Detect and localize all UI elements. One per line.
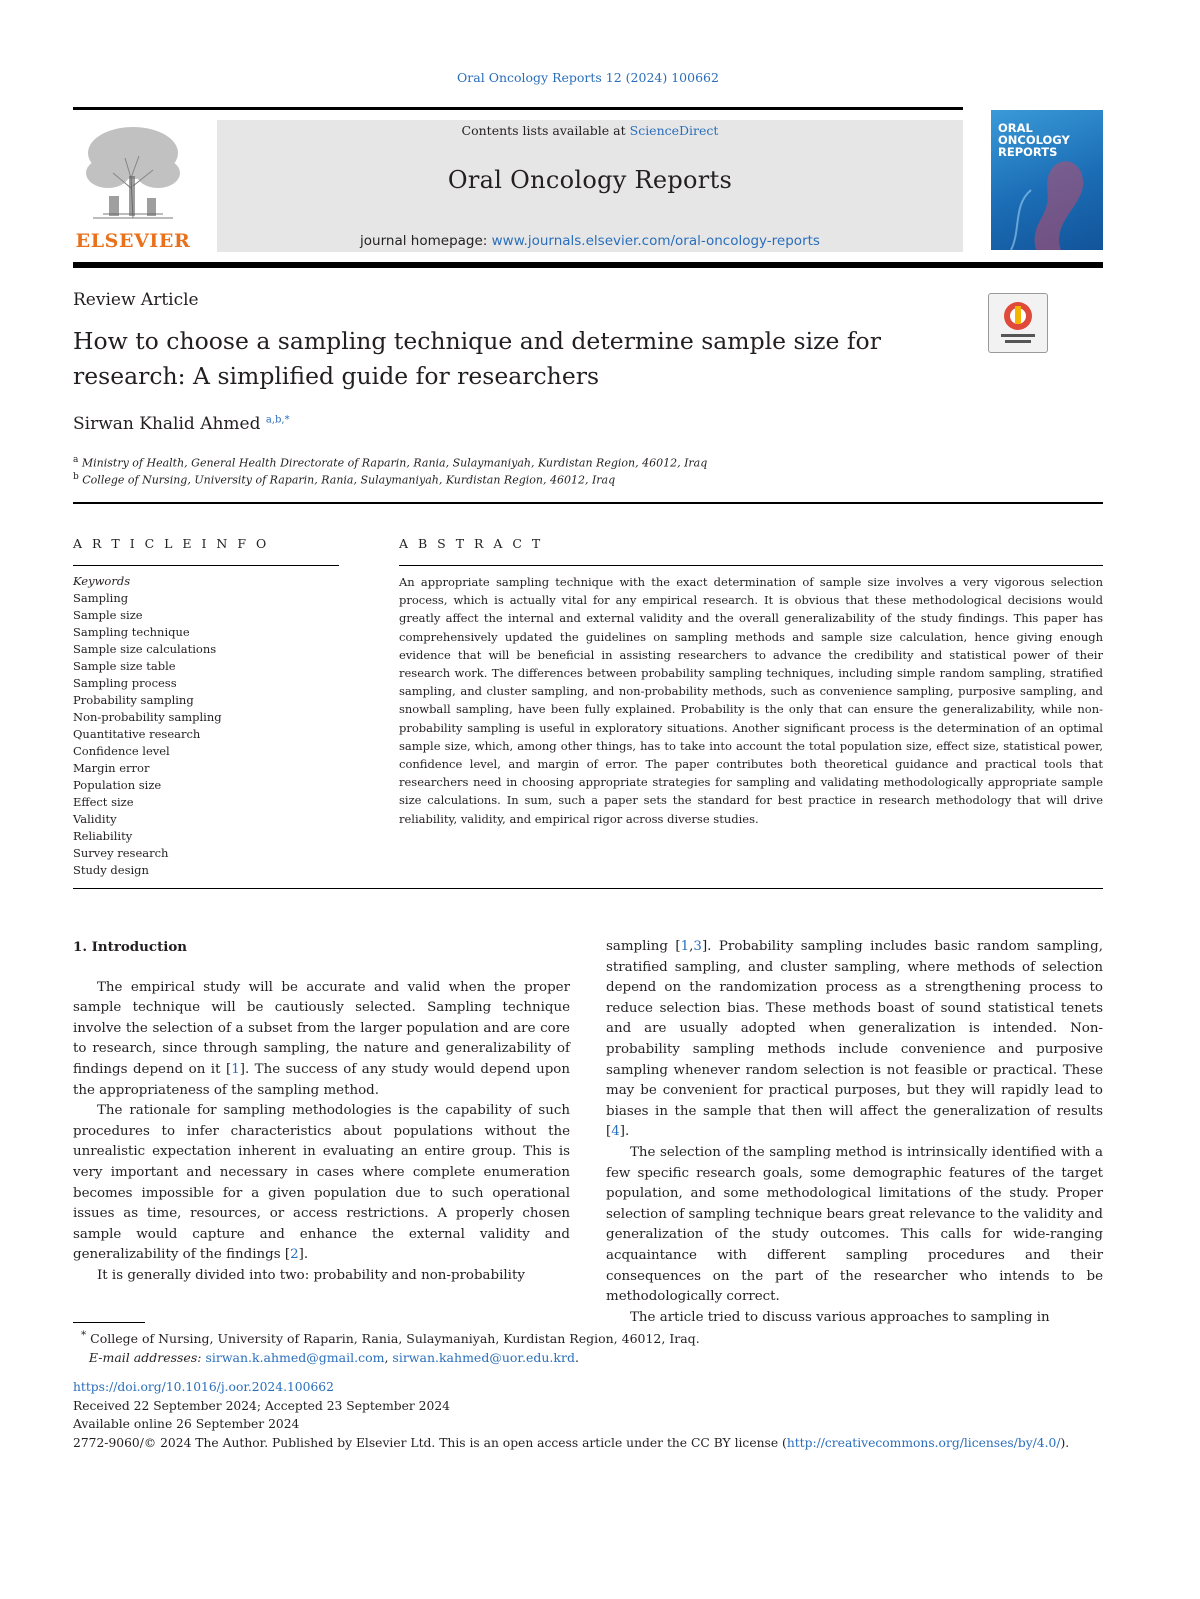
reference-link[interactable]: 4 — [611, 1124, 620, 1140]
license-suffix: ). — [1060, 1435, 1070, 1450]
keywords-list — [73, 573, 222, 879]
author-affiliation-marks[interactable]: a,b,* — [265, 414, 290, 426]
elsevier-tree-icon — [73, 118, 193, 228]
paragraph — [73, 1101, 570, 1266]
keyword-item: Sampling technique — [73, 625, 190, 639]
keyword-item: Non-probability sampling — [73, 710, 222, 724]
keyword-item: Validity — [73, 812, 117, 826]
available-online: Available online 26 September 2024 — [73, 1417, 300, 1431]
keyword-item: Quantitative research — [73, 727, 201, 741]
sciencedirect-link[interactable]: ScienceDirect — [629, 123, 719, 138]
header-thick-rule — [73, 262, 1103, 268]
homepage-prefix: journal homepage: — [360, 233, 492, 249]
paragraph — [606, 937, 1103, 1143]
cover-title — [998, 122, 1098, 158]
reference-link[interactable]: 1 — [231, 1061, 240, 1077]
paragraph-text: ]. Probability sampling includes basic random sampling, stratified sampling, and cluster sampling, where methods of selection depend on the randomization process as a strengthening process to reduce selection bias. These methods boast of sound statistical tenets and are usually adopted when generalization is intended. Non-probability sampling methods include convenience and purposive sampling whenever random selection is not feasible or practical. These may be convenient for practical purposes, but they will rapidly lead to biases in the sample that then will affect the generalization of results [ — [606, 939, 1103, 1140]
keyword-item: Sample size calculations — [73, 642, 217, 656]
keyword-item: Probability sampling — [73, 693, 194, 707]
contents-prefix: Contents lists available at — [461, 123, 630, 138]
reference-link[interactable]: 2 — [290, 1247, 299, 1263]
license-link[interactable]: http://creativecommons.org/licenses/by/4.0/ — [786, 1435, 1061, 1450]
affiliation-a — [73, 455, 707, 470]
received-dates: Received 22 September 2024; Accepted 23 September 2024 — [73, 1398, 450, 1413]
email-link-2[interactable]: sirwan.kahmed@uor.edu.krd — [392, 1350, 575, 1366]
paragraph: The selection of the sampling method is intrinsically identified with a few specific research goals, some demographic features of the target population, and some methodological limitations of the study. Proper selection of sampling technique bears great relevance to the validity and generalization of the study outcomes. This calls for wide-ranging acquaintance with different sampling procedures and their consequences on the part of the researcher who intends to be methodologically correct. — [606, 1144, 1103, 1305]
reference-separator: , — [689, 939, 694, 954]
license-prefix: 2772-9060/© 2024 The Author. Published by Elsevier Ltd. This is an open access article under the CC BY license ( — [73, 1435, 787, 1450]
keywords-label: Keywords — [73, 574, 131, 588]
paragraph: The article tried to discuss various approaches to sampling in — [630, 1309, 1050, 1325]
contents-line — [217, 123, 963, 138]
footnote-address-text: College of Nursing, University of Raparin, Rania, Sulaymaniyah, Kurdistan Region, 46012, Iraq. — [90, 1331, 700, 1347]
keyword-item: Sample size — [73, 608, 143, 622]
cover-title-line-3: REPORTS — [998, 145, 1058, 159]
email-link-1[interactable]: sirwan.k.ahmed@gmail.com — [205, 1350, 385, 1366]
journal-homepage-link[interactable]: www.journals.elsevier.com/oral-oncology-reports — [491, 233, 820, 249]
body-column-right — [606, 937, 1103, 1328]
keyword-item: Sampling process — [73, 676, 177, 690]
abstract-rule — [399, 565, 1103, 566]
journal-homepage-line — [217, 233, 963, 249]
affiliation-b-mark: b — [73, 472, 79, 482]
keyword-item: Survey research — [73, 846, 169, 860]
journal-title: Oral Oncology Reports — [447, 166, 733, 194]
email-separator: , — [384, 1350, 393, 1366]
keyword-item: Reliability — [73, 829, 133, 843]
footnote-mark: * — [80, 1329, 87, 1341]
paragraph-text: sampling [ — [606, 939, 681, 954]
paragraph: It is generally divided into two: probability and non-probability — [97, 1267, 525, 1283]
check-for-updates-badge[interactable] — [988, 293, 1048, 353]
keyword-item: Sample size table — [73, 659, 176, 673]
paragraph-text: ]. The success of any study would depend upon the appropriateness of the sampling method. — [73, 1061, 570, 1098]
publication-info — [73, 1378, 1133, 1452]
reference-link[interactable]: 1 — [680, 939, 690, 954]
elsevier-wordmark: ELSEVIER — [75, 230, 191, 252]
article-title: How to choose a sampling technique and determine sample size for research: A simplified guide for researchers — [73, 327, 881, 390]
article-info-rule — [73, 565, 339, 566]
abstract-bottom-rule — [73, 888, 1103, 889]
license-line — [73, 1434, 1133, 1453]
author-line — [73, 414, 290, 434]
corresponding-author-footnote — [73, 1326, 1103, 1367]
author-name: Sirwan Khalid Ahmed — [73, 414, 261, 434]
header-top-rule — [73, 107, 963, 110]
email-label: E-mail addresses: — [88, 1350, 202, 1366]
affiliation-b-text: College of Nursing, University of Raparin, Rania, Sulaymaniyah, Kurdistan Region, 46012, Iraq — [82, 473, 616, 487]
keyword-item: Sampling — [73, 591, 129, 605]
affiliation-a-text: Ministry of Health, General Health Directorate of Raparin, Rania, Sulaymaniyah, Kurdistan Region, 46012, Iraq — [81, 456, 708, 470]
affiliation-b — [73, 472, 615, 487]
body-column-left — [73, 937, 570, 1287]
article-type: Review Article — [73, 290, 199, 310]
email-end: . — [574, 1350, 579, 1366]
affiliation-a-mark: a — [73, 455, 79, 465]
keyword-item: Margin error — [73, 761, 150, 775]
crossmark-icon — [989, 294, 1047, 352]
paragraph-text: ]. — [619, 1124, 630, 1140]
keyword-item: Study design — [73, 863, 149, 877]
section-title-introduction: 1. Introduction — [73, 939, 188, 955]
journal-citation[interactable]: Oral Oncology Reports 12 (2024) 100662 — [457, 70, 719, 85]
cover-title-line-2: ONCOLOGY — [998, 133, 1070, 147]
abstract-text: An appropriate sampling technique with the exact determination of sample size involves a very vigorous selection process, which is actually vital for any empirical research. It is obvious that these methodological decisions would greatly affect the internal and external validity and the overall generalizability of the study findings. This paper has comprehensively updated the guidelines on sampling methods and sample size calculation, hence giving enough evidence that will be beneficial in assisting researchers to advance the credibility and statistical power of their research work. The differences between probability sampling techniques, including simple random sampling, stratified sampling, and cluster sampling, and non-probability methods, such as convenience sampling, purposive sampling, and snowball sampling, have been fully explained. Probability is the only that can ensure the generalizability, while non-probability sampling is useful in exploratory situations. Another significant process is the determination of an optimal sample size, which, among other things, has to take into account the total population size, effect size, statistical power, confidence level, and margin of error. The paper contributes both theoretical guidance and practical tools that researchers need in choosing appropriate strategies for sampling and validating methodologically appropriate sample size calculations. In sum, such a paper sets the standard for best practice in research methodology that will drive reliability, validity, and empirical rigor across diverse studies. — [399, 575, 1103, 826]
keyword-item: Effect size — [73, 795, 134, 809]
paragraph — [73, 978, 570, 1102]
article-info-heading: A R T I C L E I N F O — [73, 536, 270, 551]
paragraph-text: ]. — [298, 1247, 309, 1263]
footnote-address — [73, 1326, 1103, 1348]
footnote-rule — [73, 1322, 145, 1323]
keyword-item: Population size — [73, 778, 162, 792]
cover-title-line-1: ORAL — [998, 121, 1033, 135]
paragraph-text: The empirical study will be accurate and valid when the proper sample technique will be cautiously selected. Sampling technique involve the selection of a subset from the larger population and are core to research, since through sampling, the nature and generalizability of findings depend on it [ — [73, 979, 570, 1077]
reference-link[interactable]: 3 — [693, 939, 702, 954]
keyword-item: Confidence level — [73, 744, 170, 758]
paragraph-text: The rationale for sampling methodologies is the capability of such procedures to infer characteristics about populations without the unrealistic expectation inherent in evaluating an entire group. This is very important and necessary in cases where complete enumeration becomes impossible for a given population due to such operational issues as time, resources, or access restrictions. A properly chosen sample would capture and enhance the external validity and generalizability of the findings [ — [73, 1103, 570, 1263]
doi-link[interactable]: https://doi.org/10.1016/j.oor.2024.100662 — [73, 1380, 334, 1394]
header-bottom-rule — [73, 502, 1103, 504]
footnote-emails — [73, 1348, 1103, 1367]
abstract-heading: A B S T R A C T — [399, 536, 544, 551]
